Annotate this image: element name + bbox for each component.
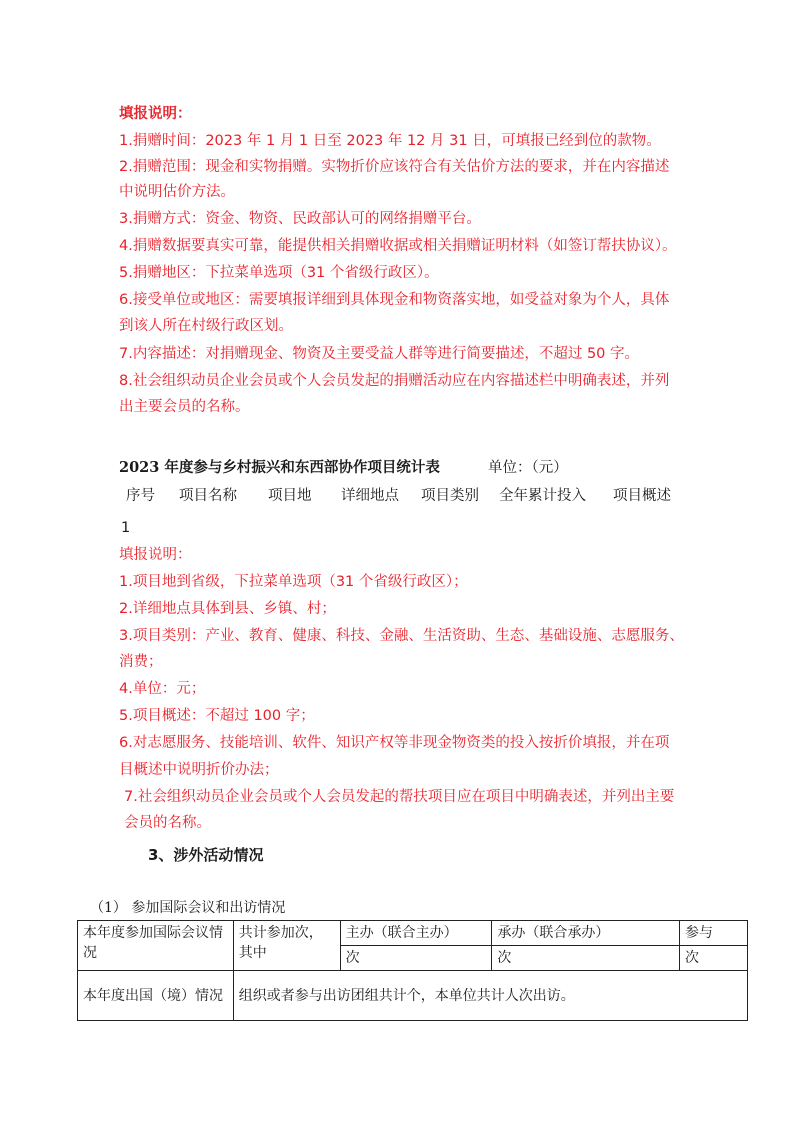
meeting-total-cell: 共计参加次，其中 [233,921,340,971]
header-project-category: 项目类别 [421,488,479,504]
instructions-title: 填报说明： [119,547,192,563]
instruction-line: 5.捐赠地区：下拉菜单选项（31 个省级行政区）。 [119,265,439,281]
instruction-line: 目概述中说明折价办法； [119,762,279,778]
instructions-title: 填报说明： [119,106,192,122]
host-times-cell: 次 [340,946,492,971]
instruction-line: 3.项目类别：产业、教育、健康、科技、金融、生活资助、生态、基础设施、志愿服务、 [119,628,684,644]
instruction-line: 3.捐赠方式：资金、物资、民政部认可的网络捐赠平台。 [119,211,481,227]
header-project-location: 项目地 [268,488,312,504]
instruction-line: 8.社会组织动员企业会员或个人会员发起的捐赠活动应在内容描述栏中明确表述，并列 [119,373,670,389]
instruction-line: 6.接受单位或地区：需要填报详细到具体现金和物资落实地，如受益对象为个人，具体 [119,292,670,308]
row-index: 1 [121,520,131,536]
instruction-line: 到该人所在村级行政区划。 [119,318,293,334]
instruction-line: 1.捐赠时间：2023 年 1 月 1 日至 2023 年 12 月 31 日，可填报已经到位的款物。 [119,133,661,149]
international-activity-table [77,920,748,1021]
instruction-line: 7.社会组织动员企业会员或个人会员发起的帮扶项目应在项目中明确表述，并列出主要 [124,789,675,805]
section-title: 3、涉外活动情况 [148,846,264,864]
instruction-line: 4.单位：元； [119,681,206,697]
instruction-line: 6.对志愿服务、技能培训、软件、知识产权等非现金物资类的投入按折价填报，并在项 [119,735,670,751]
cohost-times-cell: 次 [492,946,680,971]
header-index: 序号 [126,488,155,504]
participate-header-cell: 参与 [680,921,748,946]
cohost-header-cell: 承办（联合承办） [492,921,680,946]
instruction-line: 4.捐赠数据要真实可靠，能提供相关捐赠收据或相关捐赠证明材料（如签订帮扶协议）。 [119,238,677,254]
header-detailed-address: 详细地点 [341,488,399,504]
instruction-line: 2.捐赠范围：现金和实物捐赠。实物折价应该符合有关估价方法的要求，并在内容描述 [119,159,670,175]
project-table-title: 2023 年度参与乡村振兴和东西部协作项目统计表 [119,459,440,476]
subsection-title: （1） 参加国际会议和出访情况 [90,900,286,916]
instruction-line: 会员的名称。 [124,815,211,831]
visit-content-cell: 组织或者参与出访团组共计个，本单位共计人次出访。 [233,971,747,1021]
instruction-line: 出主要会员的名称。 [119,399,250,415]
instruction-line: 2.详细地点具体到县、乡镇、村； [119,601,336,617]
instruction-line: 1.项目地到省级，下拉菜单选项（31 个省级行政区）； [119,574,468,590]
table-row [78,971,748,1021]
instruction-line: 5.项目概述：不超过 100 字； [119,708,315,724]
project-table-unit: 单位：（元） [488,460,568,476]
table-row [78,921,748,946]
host-header-cell: 主办（联合主办） [340,921,492,946]
header-annual-investment: 全年累计投入 [499,488,586,504]
visit-label-cell: 本年度出国（境）情况 [78,971,234,1021]
header-project-name: 项目名称 [179,488,237,504]
participate-times-cell: 次 [680,946,748,971]
instruction-line: 中说明估价方法。 [119,184,235,200]
instruction-line: 消费； [119,654,163,670]
meeting-label-cell: 本年度参加国际会议情况 [78,921,234,971]
instruction-line: 7.内容描述：对捐赠现金、物资及主要受益人群等进行简要描述，不超过 50 字。 [119,346,640,362]
header-project-summary: 项目概述 [613,488,671,504]
